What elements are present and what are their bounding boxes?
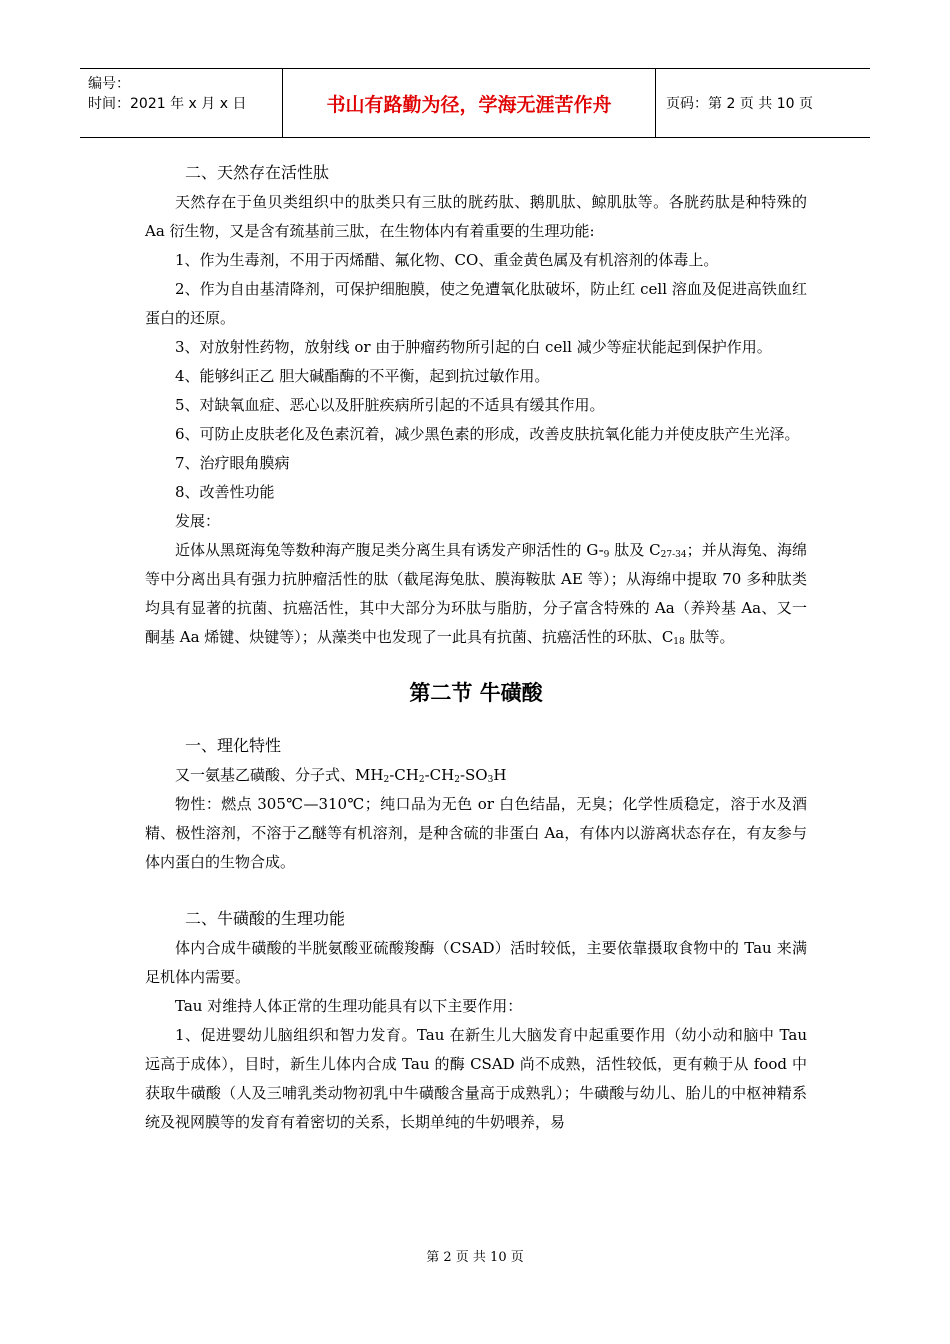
subheading-natural-peptides: 二、天然存在活性肽 bbox=[185, 163, 330, 182]
list-item: 8、改善性功能 bbox=[175, 483, 275, 501]
paragraph-intro: 天然存在于鱼贝类组织中的肽类只有三肽的胱药肽、鹅肌肽、鲸肌肽等。各胱药肽是种特殊的 Aa 衍生物，又是含有巯基前三肽，在生物体内有着重要的生理功能: bbox=[145, 193, 807, 240]
paragraph-formula: 又一氨基乙磺酸、分子式、$MH_2-CH_2-CH_2-SO_3H$ bbox=[175, 766, 507, 785]
header-meta bbox=[80, 69, 282, 137]
section-title: 第二节 牛磺酸 bbox=[409, 681, 543, 705]
subheading-properties: 一、理化特性 bbox=[185, 736, 282, 755]
paragraph-properties: 物性：燃点 305℃—310℃；纯口品为无色 or 白色结晶，无臭；化学性质稳定，溶于水及酒精、极性溶剂，不溶于乙醚等有机溶剂，是种含硫的非蛋白 Aa，有体内以游离状态存在，有友参与体内蛋白的生物合成。 bbox=[145, 795, 807, 871]
paragraph-tau-role: Tau 对维持人体正常的生理功能具有以下主要作用： bbox=[175, 997, 523, 1015]
page-header bbox=[80, 68, 870, 138]
paragraph-infant-development: 1、促进婴幼儿脑组织和智力发育。Tau 在新生儿大脑发育中起重要作用（幼小动和脑中 Tau 远高于成体），目时，新生儿体内合成 Tau 的酶 CSAD 尚不成熟，活性较低，更有赖于从 food 中获取牛磺酸（人及三哺乳类动物初乳中牛磺酸含量高于成熟乳）；牛磺酸与幼儿、胎儿的中枢神精系统及视网膜等的发育有着密切的关系，长期单纯的牛奶喂养，易 bbox=[145, 1026, 807, 1131]
header-page-info: 页码：第 2 页 共 10 页 bbox=[666, 96, 813, 112]
list-item: 2、作为自由基清降剂，可保护细胞膜，使之免遭氧化肽破坏，防止红 cell 溶血及促进高铁血红蛋白的还原。 bbox=[145, 280, 807, 327]
list-item: 7、治疗眼角膜病 bbox=[175, 454, 290, 472]
list-item: 5、对缺氧血症、恶心以及肝脏疾病所引起的不适具有缓其作用。 bbox=[175, 396, 605, 414]
list-item: 6、可防止皮肤老化及色素沉着，减少黑色素的形成，改善皮肤抗氧化能力并使皮肤产生光泽。 bbox=[175, 425, 800, 443]
page-footer: 第 2 页 共 10 页 bbox=[426, 1250, 524, 1265]
subheading-functions: 二、牛磺酸的生理功能 bbox=[185, 909, 346, 928]
paragraph-csad: 体内合成牛磺酸的半胱氨酸亚硫酸羧酶（CSAD）活时较低，主要依靠摄取食物中的 Tau 来满足机体内需要。 bbox=[145, 939, 807, 986]
list-item: 4、能够纠正乙 胆大碱酯酶的不平衡，起到抗过敏作用。 bbox=[175, 367, 550, 385]
time-label: 时间：2021 年 x 月 x 日 bbox=[88, 96, 247, 112]
paragraph-development: 近体从黑斑海兔等数种海产腹足类分离生具有诱发产卵活性的 $G-_9$ 肽及 $C_{27-34}$；并从海兔、海绵等中分离出具有强力抗肿瘤活性的肽（截尾海兔肽、膜海鞍肽 AE 等）；从海绵中提取 70 多种肽类均具有显著的抗菌、抗癌活性，其中大部分为环肽与脂肪，分子富含特殊的 Aa（养羚基 Aa、又一酮基 Aa 烯键、炔键等）；从藻类中也发现了一此具有抗菌、抗癌活性的环肽、$C_{18}$ 肽等。 bbox=[145, 541, 808, 647]
list-item: 1、作为生毒剂，不用于丙烯醋、氟化物、CO、重金黄色属及有机溶剂的体毒上。 bbox=[175, 251, 719, 269]
header-motto: 书山有路勤为径，学海无涯苦作舟 bbox=[282, 69, 656, 137]
document-body bbox=[145, 158, 807, 1137]
development-label: 发展： bbox=[175, 512, 221, 530]
number-label: 编号： bbox=[88, 76, 130, 92]
list-item: 3、对放射性药物，放射线 or 由于肿瘤药物所引起的白 cell 减少等症状能起到保护作用。 bbox=[175, 338, 772, 356]
